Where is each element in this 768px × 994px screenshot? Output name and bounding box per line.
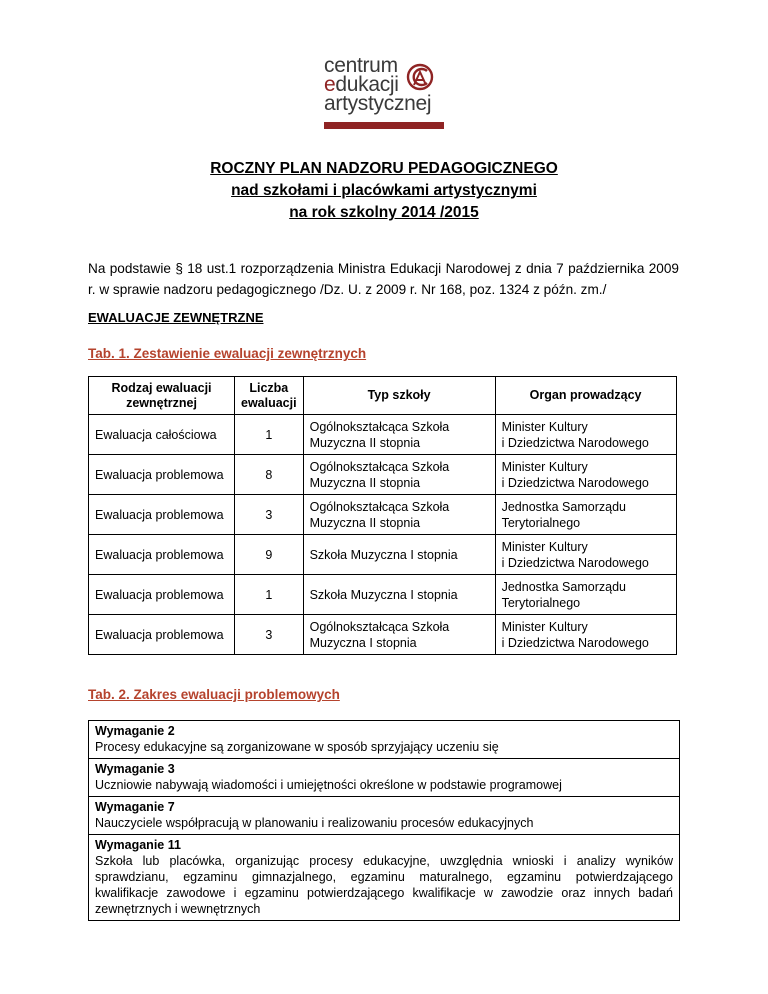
header-evaluation-type: Rodzaj ewaluacji zewnętrznej	[89, 377, 235, 415]
governing-body-line2: i Dziedzictwa Narodowego	[501, 475, 649, 490]
cell-governing-body	[495, 455, 676, 495]
cell-governing-body	[495, 615, 676, 655]
requirement-cell	[89, 759, 680, 797]
requirements-table	[88, 720, 680, 921]
requirement-text: Szkoła lub placówka, organizując procesy edukacyjne, uwzględnia wnioski i analizy wyników sprawdzianu, egzaminu gimnazjalnego, egzaminu maturalnego, egzaminu potwierdzającego kwalifikacje zawodowe i egzaminu potwierdzającego kwalifikacje w zawodzie oraz innych badań zewnętrznych i wewnętrznych	[95, 854, 673, 916]
cell-evaluation-type: Ewaluacja problemowa	[89, 455, 235, 495]
table2-caption: Tab. 2. Zakres ewaluacji problemowych	[88, 687, 340, 702]
school-type-line1: Ogólnokształcąca Szkoła	[309, 419, 450, 434]
requirement-cell	[89, 721, 680, 759]
cell-governing-body	[495, 495, 676, 535]
school-type-line1: Szkoła Muzyczna I stopnia	[309, 587, 458, 602]
header-governing-body: Organ prowadzący	[495, 377, 676, 415]
document-title-line3: na rok szkolny 2014 /2015	[289, 204, 479, 221]
cell-evaluation-type: Ewaluacja całościowa	[89, 415, 235, 455]
cell-evaluation-count: 8	[235, 455, 304, 495]
logo	[324, 56, 444, 136]
cell-school-type	[303, 615, 495, 655]
cell-governing-body	[495, 575, 676, 615]
header-school-type: Typ szkoły	[303, 377, 495, 415]
cell-evaluation-count: 1	[235, 575, 304, 615]
requirement-cell	[89, 797, 680, 835]
table-row	[89, 615, 677, 655]
requirement-text: Procesy edukacyjne są zorganizowane w sposób sprzyjający uczeniu się	[95, 740, 499, 754]
governing-body-line1: Minister Kultury	[501, 459, 588, 474]
cell-evaluation-count: 1	[235, 415, 304, 455]
cell-governing-body	[495, 535, 676, 575]
logo-word-artystycznej: artystycznej	[324, 92, 432, 115]
school-type-line2: Muzyczna II stopnia	[309, 475, 421, 490]
intro-paragraph: Na podstawie § 18 ust.1 rozporządzenia Ministra Edukacji Narodowej z dnia 7 października 2009 r. w sprawie nadzoru pedagogicznego /Dz. U. z 2009 r. Nr 168, poz. 1324 z późn. zm./	[88, 261, 679, 297]
requirement-text: Nauczyciele współpracują w planowaniu i realizowaniu procesów edukacyjnych	[95, 816, 534, 830]
governing-body-line2: i Dziedzictwa Narodowego	[501, 555, 649, 570]
table-row	[89, 575, 677, 615]
governing-body-line1: Minister Kultury	[501, 619, 588, 634]
logo-emblem-icon	[405, 60, 435, 94]
table1-caption: Tab. 1. Zestawienie ewaluacji zewnętrznych	[88, 346, 367, 361]
requirement-title: Wymaganie 11	[95, 838, 181, 852]
cell-school-type	[303, 455, 495, 495]
governing-body-line1: Minister Kultury	[501, 539, 588, 554]
table-row	[89, 721, 680, 759]
school-type-line1: Ogólnokształcąca Szkoła	[309, 459, 450, 474]
school-type-line1: Ogólnokształcąca Szkoła	[309, 619, 450, 634]
school-type-line1: Szkoła Muzyczna I stopnia	[309, 547, 458, 562]
governing-body-line1: Minister Kultury	[501, 419, 588, 434]
cell-evaluation-type: Ewaluacja problemowa	[89, 535, 235, 575]
cell-school-type	[303, 415, 495, 455]
logo-word-centrum: centrum	[324, 54, 398, 77]
school-type-line2: Muzyczna I stopnia	[309, 635, 417, 650]
school-type-line1: Ogólnokształcąca Szkoła	[309, 499, 450, 514]
governing-body-line1: Jednostka Samorządu	[501, 499, 626, 514]
cell-governing-body	[495, 415, 676, 455]
header-evaluation-count: Liczba ewaluacji	[235, 377, 304, 415]
requirement-title: Wymaganie 7	[95, 800, 175, 814]
requirement-text: Uczniowie nabywają wiadomości i umiejętności określone w podstawie programowej	[95, 778, 562, 792]
table-row	[89, 495, 677, 535]
cell-school-type	[303, 535, 495, 575]
evaluations-table	[88, 376, 677, 655]
cell-school-type	[303, 575, 495, 615]
logo-word-edukacji-rest: dukacji	[335, 73, 399, 96]
table-row	[89, 835, 680, 921]
requirement-title: Wymaganie 2	[95, 724, 175, 738]
governing-body-line2: Terytorialnego	[501, 515, 581, 530]
requirement-cell	[89, 835, 680, 921]
school-type-line2: Muzyczna II stopnia	[309, 435, 421, 450]
school-type-line2: Muzyczna II stopnia	[309, 515, 421, 530]
governing-body-line2: i Dziedzictwa Narodowego	[501, 635, 649, 650]
table-row	[89, 415, 677, 455]
table-row	[89, 759, 680, 797]
cell-evaluation-count: 3	[235, 495, 304, 535]
document-title-line1: ROCZNY PLAN NADZORU PEDAGOGICZNEGO	[210, 160, 558, 177]
table-header-row	[89, 377, 677, 415]
table-row	[89, 455, 677, 495]
cell-school-type	[303, 495, 495, 535]
logo-bar	[324, 122, 444, 129]
requirement-title: Wymaganie 3	[95, 762, 175, 776]
cell-evaluation-type: Ewaluacja problemowa	[89, 615, 235, 655]
cell-evaluation-count: 3	[235, 615, 304, 655]
table-row	[89, 535, 677, 575]
logo-initial-e: e	[324, 73, 336, 96]
governing-body-line1: Jednostka Samorządu	[501, 579, 626, 594]
governing-body-line2: Terytorialnego	[501, 595, 581, 610]
cell-evaluation-type: Ewaluacja problemowa	[89, 495, 235, 535]
document-title-line2: nad szkołami i placówkami artystycznymi	[231, 182, 537, 199]
cell-evaluation-count: 9	[235, 535, 304, 575]
cell-evaluation-type: Ewaluacja problemowa	[89, 575, 235, 615]
table-row	[89, 797, 680, 835]
section-title: EWALUACJE ZEWNĘTRZNE	[88, 310, 264, 325]
governing-body-line2: i Dziedzictwa Narodowego	[501, 435, 649, 450]
